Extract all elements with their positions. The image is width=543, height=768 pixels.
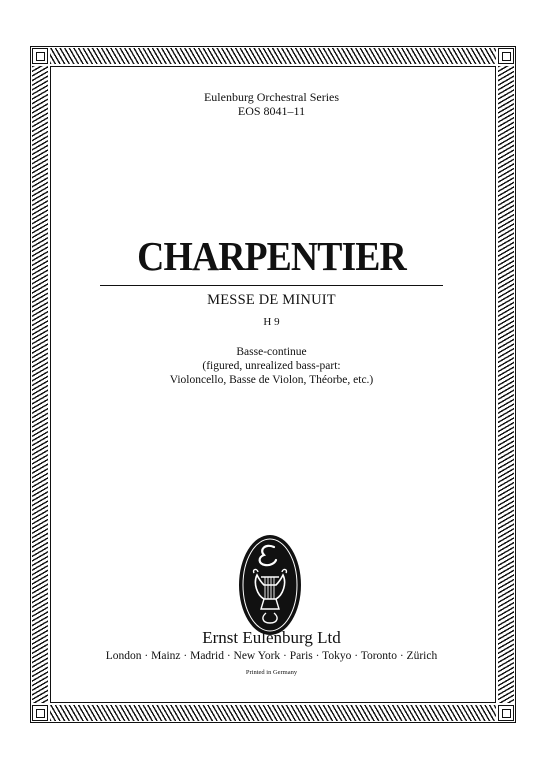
border-band-top <box>50 48 496 64</box>
printed-note: Printed in Germany <box>245 669 298 676</box>
part-description-line-1: Basse-continue <box>236 346 307 358</box>
publisher-cities: London · Mainz · Madrid · New York · Paris · Tokyo · Toronto · Zürich <box>105 650 438 662</box>
lyre-monogram-icon <box>237 533 303 637</box>
work-number: H 9 <box>263 316 280 328</box>
composer-name: CHARPENTIER <box>137 233 406 279</box>
part-description-line-2: (figured, unrealized bass-part: <box>202 360 341 372</box>
title-divider <box>100 285 443 286</box>
corner-ornament-bottom-left <box>32 705 48 721</box>
part-description-line-3: Violoncello, Basse de Violon, Théorbe, etc.) <box>169 374 374 386</box>
border-band-bottom <box>50 705 496 721</box>
publisher-name: Ernst Eulenburg Ltd <box>202 628 341 647</box>
corner-ornament-top-right <box>498 48 514 64</box>
corner-ornament-top-left <box>32 48 48 64</box>
work-title: MESSE DE MINUIT <box>207 292 336 308</box>
series-name: Eulenburg Orchestral Series <box>203 90 340 104</box>
series-code: EOS 8041–11 <box>237 104 306 118</box>
corner-ornament-bottom-right <box>498 705 514 721</box>
